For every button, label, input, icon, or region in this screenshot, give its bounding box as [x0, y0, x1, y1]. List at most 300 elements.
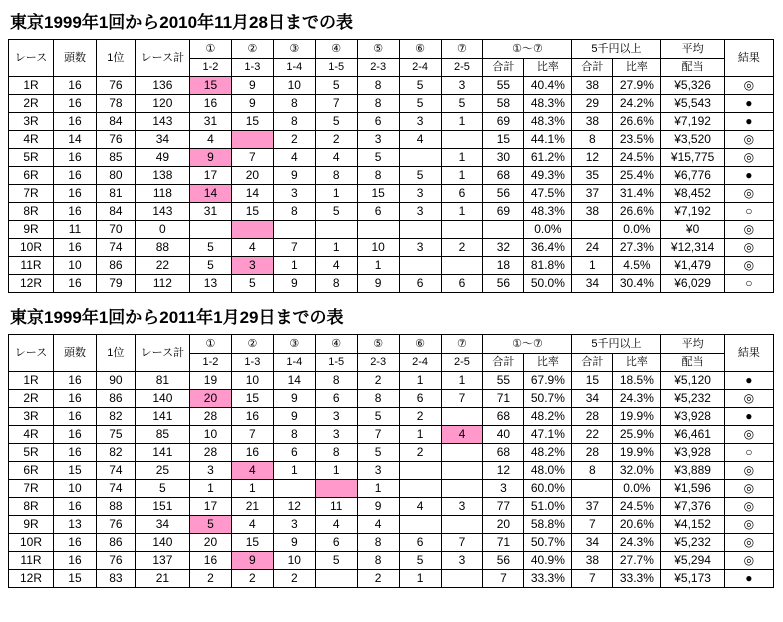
cell-sum-rate: 48.2%: [524, 408, 572, 426]
cell-sum-total: 40: [483, 426, 524, 444]
cell-first: 78: [96, 95, 135, 113]
header-group-6-bottom: 2-4: [399, 59, 441, 77]
cell-head-count: 16: [53, 275, 96, 293]
cell-race: 9R: [9, 221, 54, 239]
table-row: [9, 185, 774, 203]
cell-first: 83: [96, 570, 135, 588]
cell-race-total: 138: [135, 167, 189, 185]
cell-head-count: 16: [53, 372, 96, 390]
cell-avg-pay: ¥1,596: [661, 480, 724, 498]
cell-group-2: [231, 221, 273, 239]
cell-sum-total: 56: [483, 552, 524, 570]
cell-group-4: [315, 570, 357, 588]
cell-sum-rate: 47.5%: [524, 185, 572, 203]
cell-avg-pay: ¥3,928: [661, 444, 724, 462]
cell-sum-total: 68: [483, 444, 524, 462]
header-first: 1位: [96, 335, 135, 372]
table-body-2: [9, 372, 774, 588]
header-group-2-top: ②: [231, 40, 273, 59]
cell-group-7: 6: [441, 185, 483, 203]
cell-group-6: 1: [399, 570, 441, 588]
cell-first: 74: [96, 462, 135, 480]
header-group-4-bottom: 1-5: [315, 59, 357, 77]
cell-head-count: 16: [53, 167, 96, 185]
cell-group-1: 31: [190, 203, 232, 221]
cell-group-3: 1: [273, 257, 315, 275]
cell-head-count: 16: [53, 149, 96, 167]
table-row: [9, 516, 774, 534]
cell-yen-total: 7: [572, 516, 613, 534]
cell-group-1: 9: [190, 149, 232, 167]
cell-sum-total: 68: [483, 408, 524, 426]
cell-yen-total: 38: [572, 113, 613, 131]
header-group-4-bottom: 1-5: [315, 354, 357, 372]
header-avg-top: 平均: [661, 40, 724, 59]
cell-first: 86: [96, 257, 135, 275]
cell-race: 5R: [9, 149, 54, 167]
header-group-4-top: ④: [315, 40, 357, 59]
table-row: [9, 149, 774, 167]
cell-first: 86: [96, 534, 135, 552]
header-group-6-top: ⑥: [399, 40, 441, 59]
cell-race-total: 81: [135, 372, 189, 390]
cell-group-7: [441, 131, 483, 149]
cell-group-1: 14: [190, 185, 232, 203]
header-sum-group: ①～⑦: [483, 40, 572, 59]
cell-yen-total: 8: [572, 131, 613, 149]
cell-group-4: 8: [315, 275, 357, 293]
table-row: [9, 167, 774, 185]
cell-result: ◎: [724, 498, 773, 516]
header-row-top: [9, 40, 774, 59]
cell-sum-total: [483, 221, 524, 239]
cell-group-5: 8: [357, 552, 399, 570]
cell-yen-total: 37: [572, 498, 613, 516]
cell-yen-rate: 24.2%: [613, 95, 661, 113]
cell-group-6: [399, 462, 441, 480]
cell-group-7: 7: [441, 534, 483, 552]
table-row: [9, 480, 774, 498]
cell-group-4: 3: [315, 408, 357, 426]
header-sum-rate: 比率: [524, 354, 572, 372]
cell-yen-rate: 23.5%: [613, 131, 661, 149]
cell-group-5: 7: [357, 426, 399, 444]
cell-group-6: 1: [399, 426, 441, 444]
header-avg-top: 平均: [661, 335, 724, 354]
cell-yen-total: 8: [572, 462, 613, 480]
cell-avg-pay: ¥5,543: [661, 95, 724, 113]
cell-group-1: 15: [190, 77, 232, 95]
cell-first: 70: [96, 221, 135, 239]
cell-sum-rate: 40.4%: [524, 77, 572, 95]
cell-group-3: 8: [273, 203, 315, 221]
header-group-7-bottom: 2-5: [441, 59, 483, 77]
cell-first: 86: [96, 390, 135, 408]
cell-group-3: 1: [273, 462, 315, 480]
header-group-5-top: ⑤: [357, 335, 399, 354]
cell-race: 9R: [9, 516, 54, 534]
table-row: [9, 426, 774, 444]
cell-group-1: 19: [190, 372, 232, 390]
cell-group-3: 9: [273, 275, 315, 293]
cell-group-4: 5: [315, 203, 357, 221]
cell-group-5: 2: [357, 372, 399, 390]
cell-head-count: 13: [53, 516, 96, 534]
cell-head-count: 16: [53, 426, 96, 444]
cell-group-7: 6: [441, 275, 483, 293]
cell-race-total: 85: [135, 426, 189, 444]
header-avg-bottom: 配当: [661, 354, 724, 372]
cell-group-7: 1: [441, 203, 483, 221]
cell-head-count: 16: [53, 444, 96, 462]
cell-avg-pay: ¥5,232: [661, 390, 724, 408]
cell-sum-total: 77: [483, 498, 524, 516]
cell-yen-total: 24: [572, 239, 613, 257]
cell-group-4: 6: [315, 390, 357, 408]
cell-yen-rate: 24.5%: [613, 149, 661, 167]
cell-group-5: 3: [357, 462, 399, 480]
cell-race: 8R: [9, 498, 54, 516]
cell-group-1: 5: [190, 516, 232, 534]
cell-sum-total: 18: [483, 257, 524, 275]
cell-result: ●: [724, 95, 773, 113]
cell-first: 82: [96, 444, 135, 462]
cell-head-count: 11: [53, 221, 96, 239]
cell-yen-total: [572, 480, 613, 498]
cell-group-6: 5: [399, 95, 441, 113]
cell-head-count: 16: [53, 95, 96, 113]
cell-group-5: 9: [357, 498, 399, 516]
cell-group-4: 5: [315, 77, 357, 95]
header-sum-total: 合計: [483, 59, 524, 77]
table-header: [9, 335, 774, 372]
cell-first: 82: [96, 408, 135, 426]
cell-group-5: 2: [357, 570, 399, 588]
cell-group-3: 4: [273, 149, 315, 167]
stats-table-1: [8, 39, 774, 293]
cell-group-4: 8: [315, 167, 357, 185]
cell-avg-pay: ¥15,775: [661, 149, 724, 167]
cell-group-7: 1: [441, 113, 483, 131]
cell-sum-total: 3: [483, 480, 524, 498]
cell-race-total: 34: [135, 131, 189, 149]
cell-race: 7R: [9, 185, 54, 203]
cell-group-1: 20: [190, 534, 232, 552]
header-yen-group: 5千円以上: [572, 335, 661, 354]
cell-group-3: 8: [273, 426, 315, 444]
cell-result: ◎: [724, 239, 773, 257]
cell-head-count: 10: [53, 257, 96, 275]
header-sum-total: 合計: [483, 354, 524, 372]
cell-group-1: 4: [190, 131, 232, 149]
table-row: [9, 113, 774, 131]
cell-race-total: 21: [135, 570, 189, 588]
header-group-1-bottom: 1-2: [190, 59, 232, 77]
cell-sum-rate: 50.7%: [524, 390, 572, 408]
cell-group-4: 6: [315, 534, 357, 552]
cell-avg-pay: ¥3,889: [661, 462, 724, 480]
cell-group-1: 31: [190, 113, 232, 131]
cell-sum-rate: 58.8%: [524, 516, 572, 534]
cell-group-2: 3: [231, 257, 273, 275]
cell-group-6: 6: [399, 275, 441, 293]
cell-group-5: 3: [357, 131, 399, 149]
cell-race: 2R: [9, 390, 54, 408]
cell-sum-rate: 48.3%: [524, 203, 572, 221]
cell-group-2: 9: [231, 552, 273, 570]
cell-head-count: 16: [53, 113, 96, 131]
cell-sum-total: 30: [483, 149, 524, 167]
cell-race-total: 34: [135, 516, 189, 534]
cell-sum-rate: 61.2%: [524, 149, 572, 167]
cell-race-total: 141: [135, 408, 189, 426]
cell-group-6: 1: [399, 372, 441, 390]
cell-group-7: [441, 570, 483, 588]
cell-yen-rate: 32.0%: [613, 462, 661, 480]
cell-group-2: 5: [231, 275, 273, 293]
cell-result: ◎: [724, 77, 773, 95]
cell-yen-total: 22: [572, 426, 613, 444]
cell-avg-pay: ¥12,314: [661, 239, 724, 257]
cell-group-3: 10: [273, 552, 315, 570]
cell-first: 84: [96, 113, 135, 131]
cell-avg-pay: ¥6,461: [661, 426, 724, 444]
cell-race-total: 5: [135, 480, 189, 498]
cell-first: 85: [96, 149, 135, 167]
cell-race: 1R: [9, 372, 54, 390]
cell-group-2: 2: [231, 570, 273, 588]
cell-race: 11R: [9, 257, 54, 275]
header-head-count: 頭数: [53, 40, 96, 77]
cell-race: 3R: [9, 113, 54, 131]
header-avg-bottom: 配当: [661, 59, 724, 77]
cell-sum-rate: 48.3%: [524, 95, 572, 113]
cell-group-1: 28: [190, 444, 232, 462]
cell-sum-rate: 51.0%: [524, 498, 572, 516]
cell-group-6: [399, 480, 441, 498]
cell-sum-total: 55: [483, 372, 524, 390]
cell-yen-total: 7: [572, 570, 613, 588]
cell-group-5: 5: [357, 149, 399, 167]
cell-group-3: 7: [273, 239, 315, 257]
cell-avg-pay: ¥4,152: [661, 516, 724, 534]
cell-race: 3R: [9, 408, 54, 426]
cell-group-4: 2: [315, 131, 357, 149]
cell-head-count: 16: [53, 239, 96, 257]
cell-group-6: 4: [399, 131, 441, 149]
cell-result: ○: [724, 444, 773, 462]
header-group-1-bottom: 1-2: [190, 354, 232, 372]
cell-yen-rate: 26.6%: [613, 113, 661, 131]
cell-group-6: 6: [399, 534, 441, 552]
cell-group-4: 3: [315, 426, 357, 444]
cell-group-2: 9: [231, 77, 273, 95]
cell-group-4: 1: [315, 185, 357, 203]
cell-first: 84: [96, 203, 135, 221]
cell-head-count: 16: [53, 390, 96, 408]
cell-group-6: 3: [399, 113, 441, 131]
cell-yen-total: 15: [572, 372, 613, 390]
cell-group-2: 20: [231, 167, 273, 185]
cell-group-3: 2: [273, 131, 315, 149]
cell-sum-total: 56: [483, 185, 524, 203]
cell-group-7: 3: [441, 552, 483, 570]
cell-result: ●: [724, 570, 773, 588]
cell-first: 76: [96, 131, 135, 149]
cell-group-5: 15: [357, 185, 399, 203]
cell-group-2: 7: [231, 149, 273, 167]
cell-race-total: 141: [135, 444, 189, 462]
cell-head-count: 16: [53, 203, 96, 221]
cell-sum-total: 71: [483, 534, 524, 552]
cell-yen-total: 12: [572, 149, 613, 167]
cell-group-6: 3: [399, 239, 441, 257]
cell-group-7: [441, 444, 483, 462]
cell-first: 81: [96, 185, 135, 203]
cell-race-total: 143: [135, 203, 189, 221]
cell-race-total: 112: [135, 275, 189, 293]
cell-group-5: 1: [357, 480, 399, 498]
cell-group-1: 16: [190, 95, 232, 113]
cell-group-1: [190, 221, 232, 239]
cell-yen-rate: 24.3%: [613, 534, 661, 552]
cell-group-3: 9: [273, 390, 315, 408]
cell-group-2: 15: [231, 534, 273, 552]
cell-group-5: 9: [357, 275, 399, 293]
cell-race: 6R: [9, 462, 54, 480]
cell-yen-total: 1: [572, 257, 613, 275]
cell-race-total: 88: [135, 239, 189, 257]
cell-sum-rate: 36.4%: [524, 239, 572, 257]
cell-yen-rate: 0.0%: [613, 221, 661, 239]
header-group-7-top: ⑦: [441, 335, 483, 354]
cell-group-6: 5: [399, 77, 441, 95]
cell-sum-total: 69: [483, 203, 524, 221]
table-section-1: [8, 8, 775, 293]
table-row: [9, 552, 774, 570]
cell-group-7: 7: [441, 390, 483, 408]
cell-head-count: 15: [53, 462, 96, 480]
cell-group-5: 10: [357, 239, 399, 257]
cell-group-6: [399, 221, 441, 239]
cell-race-total: 25: [135, 462, 189, 480]
header-yen-total: 合計: [572, 59, 613, 77]
cell-sum-rate: 50.0%: [524, 275, 572, 293]
cell-yen-rate: 27.3%: [613, 239, 661, 257]
header-race-total: レース計: [135, 40, 189, 77]
cell-yen-rate: 24.3%: [613, 390, 661, 408]
header-group-5-bottom: 2-3: [357, 59, 399, 77]
cell-group-3: 12: [273, 498, 315, 516]
header-group-3-top: ③: [273, 335, 315, 354]
cell-result: ◎: [724, 390, 773, 408]
cell-group-3: 6: [273, 444, 315, 462]
cell-group-2: 9: [231, 95, 273, 113]
cell-sum-total: 58: [483, 95, 524, 113]
cell-sum-total: 20: [483, 516, 524, 534]
cell-race: 8R: [9, 203, 54, 221]
cell-yen-rate: 30.4%: [613, 275, 661, 293]
cell-avg-pay: ¥5,173: [661, 570, 724, 588]
cell-sum-total: 56: [483, 275, 524, 293]
cell-group-1: 5: [190, 257, 232, 275]
cell-yen-rate: 25.4%: [613, 167, 661, 185]
cell-yen-total: 28: [572, 444, 613, 462]
table-row: [9, 257, 774, 275]
cell-group-2: 15: [231, 390, 273, 408]
cell-avg-pay: ¥5,326: [661, 77, 724, 95]
cell-group-1: 13: [190, 275, 232, 293]
table-row: [9, 408, 774, 426]
header-group-3-top: ③: [273, 40, 315, 59]
cell-first: 80: [96, 167, 135, 185]
cell-avg-pay: ¥5,232: [661, 534, 724, 552]
header-group-6-bottom: 2-4: [399, 354, 441, 372]
cell-race: 7R: [9, 480, 54, 498]
cell-sum-rate: 0.0%: [524, 221, 572, 239]
cell-avg-pay: ¥5,294: [661, 552, 724, 570]
cell-sum-rate: 48.0%: [524, 462, 572, 480]
cell-sum-rate: 49.3%: [524, 167, 572, 185]
cell-result: ●: [724, 408, 773, 426]
cell-avg-pay: ¥3,520: [661, 131, 724, 149]
cell-group-7: 4: [441, 426, 483, 444]
header-group-2-bottom: 1-3: [231, 354, 273, 372]
cell-group-3: 10: [273, 77, 315, 95]
cell-group-1: 2: [190, 570, 232, 588]
cell-sum-total: 71: [483, 390, 524, 408]
header-first: 1位: [96, 40, 135, 77]
cell-group-3: 2: [273, 570, 315, 588]
cell-yen-total: 34: [572, 275, 613, 293]
header-group-2-top: ②: [231, 335, 273, 354]
header-group-1-top: ①: [190, 40, 232, 59]
cell-yen-rate: 18.5%: [613, 372, 661, 390]
cell-result: ◎: [724, 480, 773, 498]
cell-result: ○: [724, 275, 773, 293]
cell-yen-total: 37: [572, 185, 613, 203]
header-sum-group: ①～⑦: [483, 335, 572, 354]
cell-head-count: 15: [53, 570, 96, 588]
cell-group-5: 8: [357, 534, 399, 552]
cell-sum-total: 15: [483, 131, 524, 149]
cell-group-5: 5: [357, 444, 399, 462]
cell-group-4: 11: [315, 498, 357, 516]
cell-group-7: 5: [441, 95, 483, 113]
cell-group-5: 5: [357, 408, 399, 426]
cell-race-total: 22: [135, 257, 189, 275]
cell-group-6: 3: [399, 203, 441, 221]
cell-group-4: 4: [315, 149, 357, 167]
cell-group-2: 15: [231, 203, 273, 221]
table-row: [9, 390, 774, 408]
cell-first: 76: [96, 552, 135, 570]
cell-group-6: 6: [399, 390, 441, 408]
table-row: [9, 221, 774, 239]
cell-avg-pay: ¥8,452: [661, 185, 724, 203]
cell-sum-rate: 33.3%: [524, 570, 572, 588]
cell-sum-total: 32: [483, 239, 524, 257]
cell-group-3: 3: [273, 516, 315, 534]
cell-result: ◎: [724, 462, 773, 480]
table-section-2: [8, 303, 775, 588]
cell-group-4: 1: [315, 462, 357, 480]
header-group-5-top: ⑤: [357, 40, 399, 59]
cell-race-total: 140: [135, 390, 189, 408]
cell-race: 5R: [9, 444, 54, 462]
cell-first: 75: [96, 426, 135, 444]
cell-result: ◎: [724, 426, 773, 444]
